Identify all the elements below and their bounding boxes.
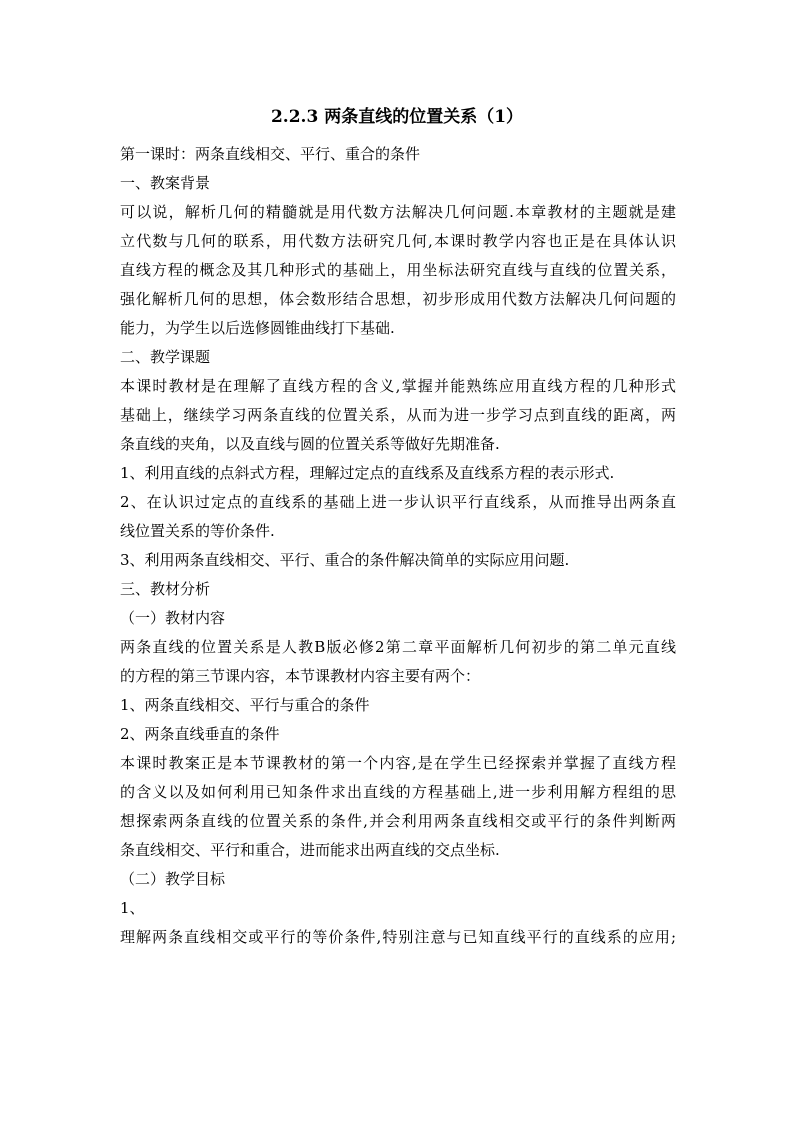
text-line: 1、 (120, 899, 145, 917)
text-line: 一、教案背景 (120, 174, 211, 192)
text-line: 理解两条直线相交或平行的等价条件,特别注意与已知直线平行的直线系的应用; (120, 928, 676, 946)
document-title: 2.2.3 两条直线的位置关系（1） (270, 107, 524, 127)
document-body (120, 140, 676, 952)
text-line: 二、教学课题 (120, 348, 211, 366)
text-line: 本课时教材是在理解了直线方程的含义,掌握并能熟练应用直线方程的几种形式 (120, 377, 676, 395)
text-line: 的方程的第三节课内容，本节课教材内容主要有两个： (120, 667, 481, 685)
text-line: 1、利用直线的点斜式方程，理解过定点的直线系及直线系方程的表示形式. (120, 464, 615, 482)
text-line: 的含义以及如何利用已知条件求出直线的方程基础上,进一步利用解方程组的思 (120, 783, 676, 801)
text-line: 直线方程的概念及其几种形式的基础上，用坐标法研究直线与直线的位置关系， (120, 261, 676, 279)
text-line: 2、在认识过定点的直线系的基础上进一步认识平行直线系，从而推导出两条直 (120, 493, 676, 511)
text-line: 本课时教案正是本节课教材的第一个内容,是在学生已经探索并掌握了直线方程 (120, 754, 676, 772)
text-line: 2、两条直线垂直的条件 (120, 725, 280, 743)
text-line: 基础上，继续学习两条直线的位置关系，从而为进一步学习点到直线的距离，两 (120, 406, 676, 424)
text-line: （一）教材内容 (120, 609, 226, 627)
text-line: 条直线的夹角，以及直线与圆的位置关系等做好先期准备. (120, 435, 500, 453)
text-line: 想探索两条直线的位置关系的条件,并会利用两条直线相交或平行的条件判断两 (120, 812, 676, 830)
text-line: 三、教材分析 (120, 580, 211, 598)
text-line: 两条直线的位置关系是人教B版必修2第二章平面解析几何初步的第二单元直线 (120, 638, 676, 656)
text-line: 第一课时：两条直线相交、平行、重合的条件 (120, 145, 421, 163)
text-line: 立代数与几何的联系，用代数方法研究几何,本课时教学内容也正是在具体认识 (120, 232, 676, 250)
text-line: 能力，为学生以后选修圆锥曲线打下基础. (120, 319, 395, 337)
text-line: 1、两条直线相交、平行与重合的条件 (120, 696, 370, 714)
text-line: 3、利用两条直线相交、平行、重合的条件解决简单的实际应用问题. (120, 551, 570, 569)
text-line: （二）教学目标 (120, 870, 226, 888)
text-line: 线位置关系的等价条件. (120, 522, 275, 540)
text-line: 强化解析几何的思想，体会数形结合思想，初步形成用代数方法解决几何问题的 (120, 290, 676, 308)
text-line: 可以说，解析几何的精髓就是用代数方法解决几何问题.本章教材的主题就是建 (120, 203, 676, 221)
text-line: 条直线相交、平行和重合，进而能求出两直线的交点坐标. (120, 841, 500, 859)
